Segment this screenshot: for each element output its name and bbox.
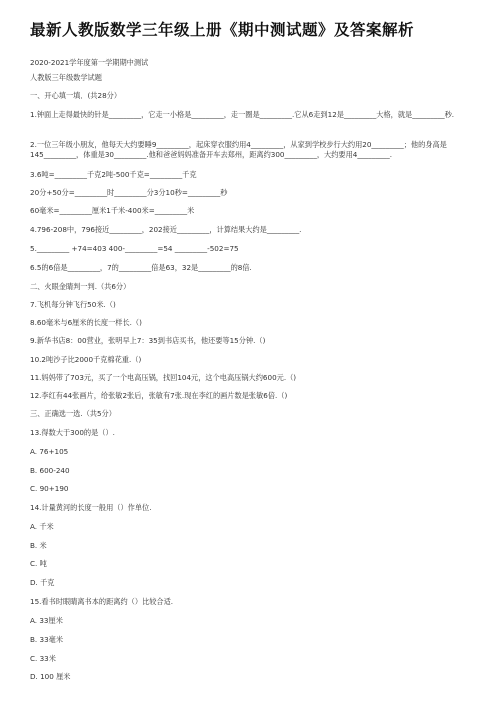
option-13b: B. 600-240 <box>30 466 70 475</box>
exam-term-line: 2020-2021学年度第一学期期中测试 <box>30 58 149 67</box>
option-14a: A. 千米 <box>30 522 54 531</box>
question-4: 4.796-208中，796接近_________，202接近_________，计算结果大约是_________. <box>30 225 302 234</box>
exam-subtitle-line: 人教版三年级数学试题 <box>30 73 102 82</box>
option-15b: B. 33毫米 <box>30 635 64 644</box>
question-5: 5._________ +74=403 400-_________=54 _________-502=75 <box>30 244 239 253</box>
question-2: 2.一位三年级小朋友，他每天大约要睡9_________，起床穿衣服约用4_________，从家到学校步行大约用20_________；他的身高是145_________，体重是30_________.他和爸爸妈妈准备开车去郑州，距离约300_________，大约要用4_________. <box>30 140 447 159</box>
question-3a: 3.6吨=_________千克2吨-500千克=_________千克 <box>30 170 197 179</box>
option-15a: A. 33厘米 <box>30 616 63 625</box>
option-14d: D. 千克 <box>30 578 55 587</box>
option-15c: C. 33米 <box>30 654 56 663</box>
section-heading-choice: 三、正确选一选.（共5分） <box>30 409 116 418</box>
question-9: 9.新华书店8：00营业，张明早上7：35到书店买书，他还要等15分钟.（) <box>30 336 266 345</box>
question-7: 7.飞机每分钟飞行50米.（) <box>30 300 116 309</box>
question-12: 12.李红有44张画片，给张敏2张后，张敏有7张.现在李红的画片数是张敏6倍.（) <box>30 391 288 400</box>
document-title: 最新人教版数学三年级上册《期中测试题》及答案解析 <box>30 21 415 39</box>
question-3c: 60毫米=_________厘米1千米-400米=_________米 <box>30 206 195 215</box>
option-14b: B. 米 <box>30 541 47 550</box>
section-heading-judge: 二、火眼金睛判一判.（共6分） <box>30 282 131 291</box>
question-3b: 20分+50分=_________时_________分3分10秒=_________秒 <box>30 188 228 197</box>
question-6: 6.5的6倍是_________，7的_________倍是63，32是_________的8倍. <box>30 263 252 272</box>
question-10: 10.2吨沙子比2000千克棉花重.（) <box>30 355 142 364</box>
option-13a: A. 76+105 <box>30 447 69 456</box>
question-13: 13.得数大于300的是（）. <box>30 428 115 437</box>
section-heading-fill: 一、开心填一填．(共28分） <box>30 91 122 100</box>
option-14c: C. 吨 <box>30 559 47 568</box>
option-15d: D. 100 厘米 <box>30 672 71 681</box>
question-14: 14.计量黄河的长度一般用（）作单位. <box>30 503 152 512</box>
question-1: 1.钟面上走得最快的针是_________，它走一小格是_________，走一圈是_________.它从6走到12是_________大格，就是_________秒. <box>30 110 455 119</box>
question-15: 15.看书时眼睛离书本的距离约（）比较合适. <box>30 597 174 606</box>
question-11: 11.妈妈带了703元，买了一个电高压锅，找回104元，这个电高压锅大约600元.（) <box>30 373 297 382</box>
question-8: 8.60毫米与6厘米的长度一样长.（) <box>30 318 142 327</box>
option-13c: C. 90+190 <box>30 484 69 493</box>
